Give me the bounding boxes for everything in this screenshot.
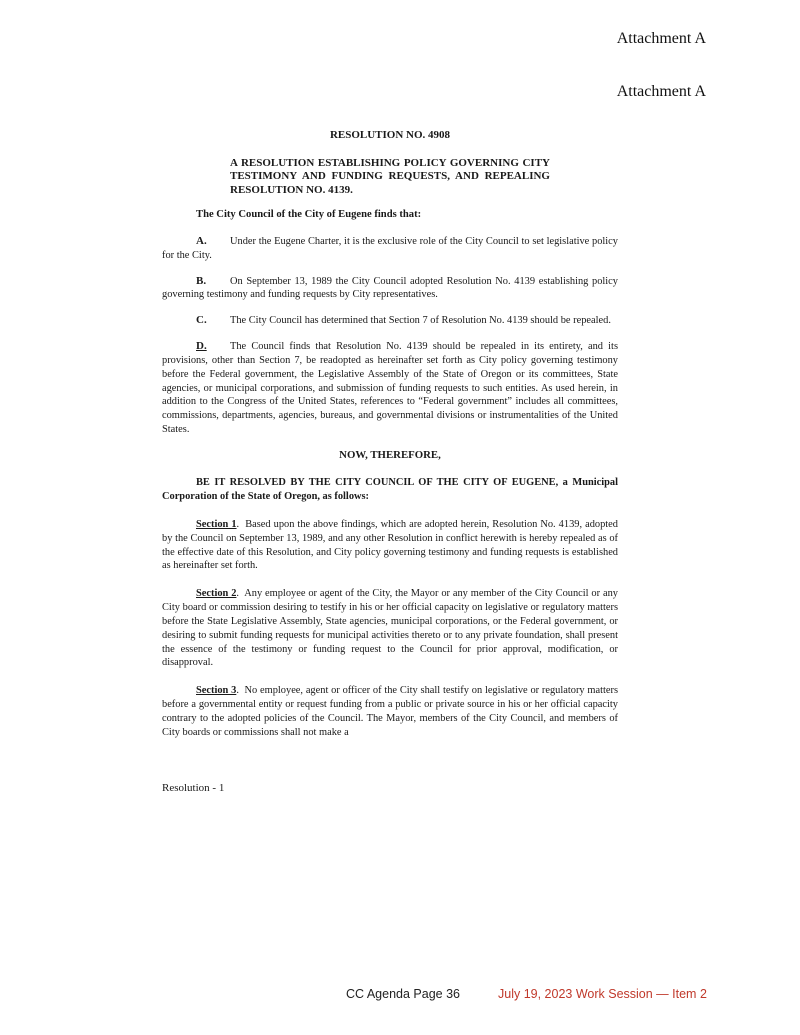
finding-c (162, 313, 618, 328)
section-label: Section 3 (196, 685, 237, 697)
resolution-subtitle: A RESOLUTION ESTABLISHING POLICY GOVERNING CITY TESTIMONY AND FUNDING REQUESTS, AND REPEALING RESOLUTION NO. 4139. (230, 156, 550, 197)
finding-text: The Council finds that Resolution No. 4139 should be repealed in its entirety, and its provisions, other than Section 7, be readopted as hereinafter set forth as City policy governing testimony before the Federal government, the Legislative Assembly of the State of Oregon or its committees, State agencies, or municipal corporations, and submission of funding requests to such entities. As used herein, in addition to the Congress of the United States, references to “Federal government” includes all committees, commissions, departments, agencies, bureaus, and governmental divisions or instrumentalities of the United States. (162, 341, 618, 436)
finding-text: Under the Eugene Charter, it is the exclusive role of the City Council to set legislative policy for the City. (162, 235, 618, 261)
finding-d (162, 339, 618, 437)
attachment-label-second: Attachment A (616, 83, 706, 100)
page-footer-label: Resolution - 1 (162, 782, 225, 794)
section-text: Based upon the above findings, which are adopted herein, Resolution No. 4139, adopted by the Council on September 13, 1989, and any other Resolution in conflict herewith is hereby repealed as of the effective date of this Resolution, and City policy governing testimony and funding requests is established as hereinafter set forth. (162, 518, 618, 572)
finding-label: C. (196, 314, 207, 327)
agenda-page-number: CC Agenda Page 36 (346, 987, 460, 1001)
finding-label: B. (196, 274, 207, 287)
finding-label: A. (196, 234, 207, 247)
section-3: Section 3. No employee, agent or officer of the City shall testify on legislative or regulatory matters before a governmental entity or request funding from a public or private source in his or her official capacity contrary to the adopted policies of the Council. The Mayor, members of the City Council, and members of City boards or commissions shall not make a (162, 685, 618, 738)
finding-text: On September 13, 1989 the City Council adopted Resolution No. 4139 establishing policy governing testimony and funding requests by City representatives. (162, 275, 618, 301)
section-text: Any employee or agent of the City, the Mayor or any member of the City Council or any City board or commission desiring to testify in his or her official capacity on legislative or regulatory matters before the State Legislative Assembly, State agencies, municipal corporations, or the Federal government, or desiring to submit funding requests for municipal activities thereto or to any private foundation, shall present the essence of the testimony or funding request to the Council for prior approval, modification, or disapproval. (162, 588, 618, 669)
finding-a (162, 234, 618, 263)
now-therefore-heading: NOW, THEREFORE, (339, 448, 441, 461)
findings-intro: The City Council of the City of Eugene finds that: (196, 208, 422, 220)
finding-label: D. (196, 340, 207, 353)
section-label: Section 1 (196, 518, 237, 530)
section-text: No employee, agent or officer of the City shall testify on legislative or regulatory matters before a governmental entity or request funding from a public or private source in his or her official capacity contrary to the adopted policies of the Council. The Mayor, members of the City Council, and members of City boards or commissions shall not make a (162, 685, 618, 738)
attachment-label-top: Attachment A (616, 30, 706, 47)
work-session-label: July 19, 2023 Work Session — Item 2 (498, 987, 707, 1001)
section-1: Section 1. Based upon the above findings, which are adopted herein, Resolution No. 4139, adopted by the Council on September 13, 1989, and any other Resolution in conflict herewith is hereby repealed as of the effective date of this Resolution, and City policy governing testimony and funding requests is established as hereinafter set forth. (162, 518, 618, 572)
resolution-document (162, 128, 618, 754)
finding-text: The City Council has determined that Section 7 of Resolution No. 4139 should be repealed. (230, 315, 611, 327)
resolved-clause: BE IT RESOLVED BY THE CITY COUNCIL OF THE CITY OF EUGENE, a Municipal Corporation of the State of Oregon, as follows: (162, 477, 618, 503)
finding-b (162, 274, 618, 303)
resolution-title: RESOLUTION NO. 4908 (329, 129, 451, 141)
section-2: Section 2. Any employee or agent of the City, the Mayor or any member of the City Council or any City board or commission desiring to testify in his or her official capacity on legislative or regulatory matters before the State Legislative Assembly, State agencies, municipal corporations, or the Federal government, or desiring to submit funding requests for municipal activities thereto or to any private foundation, shall present the essence of the testimony or funding request to the Council for prior approval, modification, or disapproval. (162, 588, 618, 669)
section-label: Section 2 (196, 588, 237, 600)
